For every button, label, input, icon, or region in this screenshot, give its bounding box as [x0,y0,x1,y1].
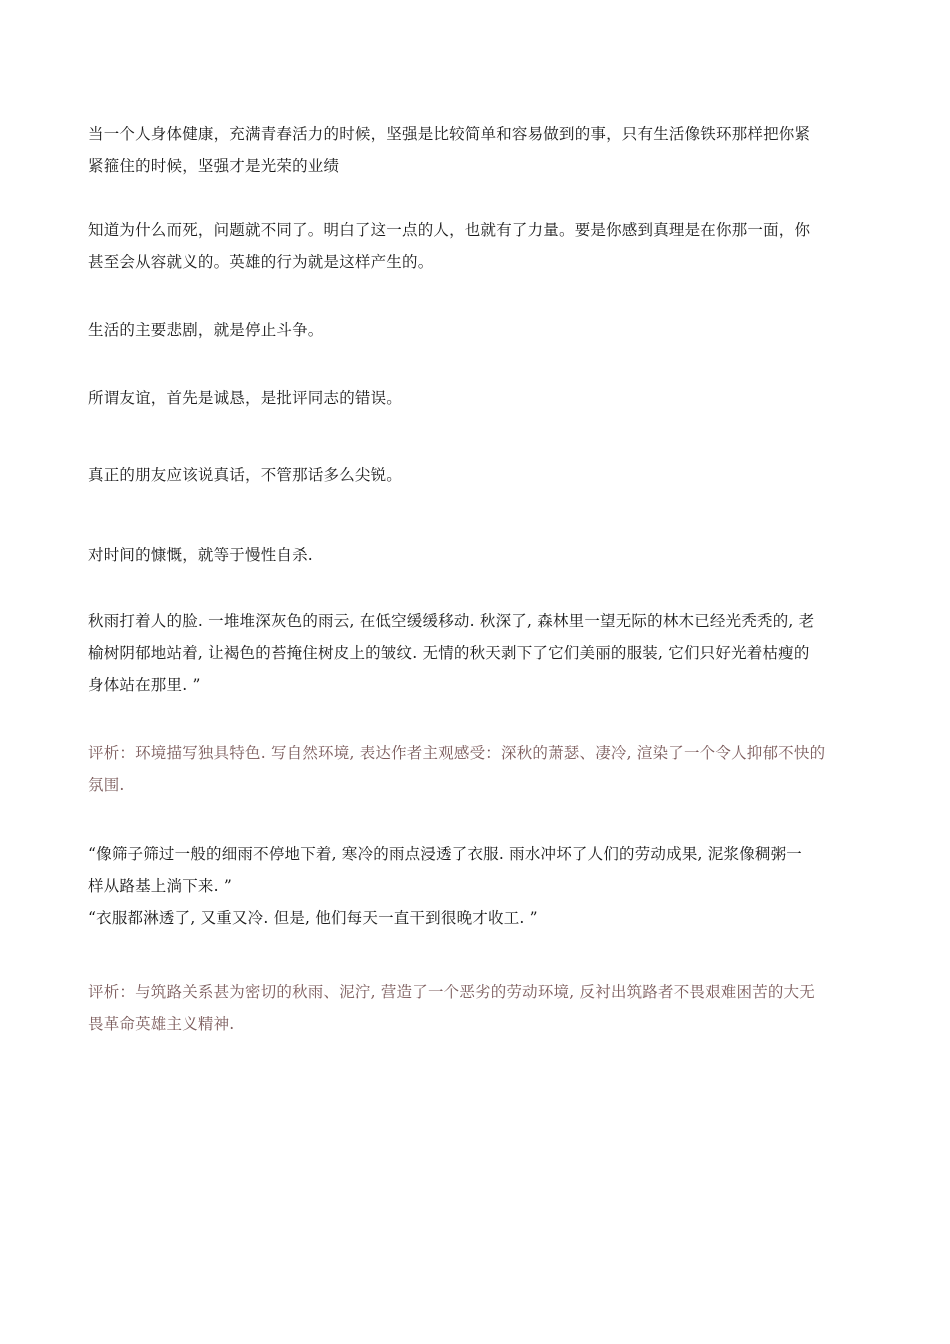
text-line: 畏革命英雄主义精神. [88,1015,235,1033]
paragraph-heroism-quote [88,214,864,278]
text-line: 紧箍住的时候，坚强才是光荣的业绩 [88,157,340,175]
text-line: 当一个人身体健康，充满青春活力的时候，坚强是比较简单和容易做到的事，只有生活像铁环那样把你紧 [88,125,811,143]
text-line: “衣服都淋透了, 又重又冷. 但是, 他们每天一直干到很晚才收工. ” [88,909,538,927]
text-line: 真正的朋友应该说真话，不管那话多么尖锐。 [88,466,403,484]
text-line: 秋雨打着人的脸. 一堆堆深灰色的雨云, 在低空缓缓移动. 秋深了, 森林里一望无际的林木已经光秃秃的, 老 [88,612,815,630]
paragraph-tragedy-quote [88,314,864,346]
paragraph-time-quote [88,539,864,571]
text-line: 生活的主要悲剧，就是停止斗争。 [88,321,324,339]
commentary-road-building [88,976,864,1040]
text-line: 样从路基上淌下来. ” [88,877,232,895]
paragraph-strength-quote [88,118,864,182]
text-line: 氛围. [88,776,125,794]
text-line: 甚至会从容就义的。英雄的行为就是这样产生的。 [88,253,434,271]
paragraph-true-friend-quote [88,459,864,491]
paragraph-drizzle-excerpt [88,838,864,934]
paragraph-friendship-quote [88,382,864,414]
text-line: 评析：与筑路关系甚为密切的秋雨、泥泞, 营造了一个恶劣的劳动环境, 反衬出筑路者不畏艰难困苦的大无 [88,983,816,1001]
paragraph-autumn-rain-excerpt [88,605,864,701]
text-line: 知道为什么而死，问题就不同了。明白了这一点的人，也就有了力量。要是你感到真理是在你那一面，你 [88,221,811,239]
text-line: 身体站在那里. ” [88,676,201,694]
text-line: 所谓友谊，首先是诚恳，是批评同志的错误。 [88,389,403,407]
commentary-environment [88,737,864,801]
text-line: 榆树阴郁地站着, 让褐色的苔掩住树皮上的皱纹. 无情的秋天剥下了它们美丽的服装, 它们只好光着枯瘦的 [88,644,810,662]
text-line: 评析：环境描写独具特色. 写自然环境, 表达作者主观感受：深秋的萧瑟、凄冷, 渲染了一个令人抑郁不快的 [88,744,826,762]
text-line: “像筛子筛过一般的细雨不停地下着, 寒冷的雨点浸透了衣服. 雨水冲坏了人们的劳动成果, 泥浆像稠粥一 [88,845,802,863]
text-line: 对时间的慷慨，就等于慢性自杀. [88,546,313,564]
